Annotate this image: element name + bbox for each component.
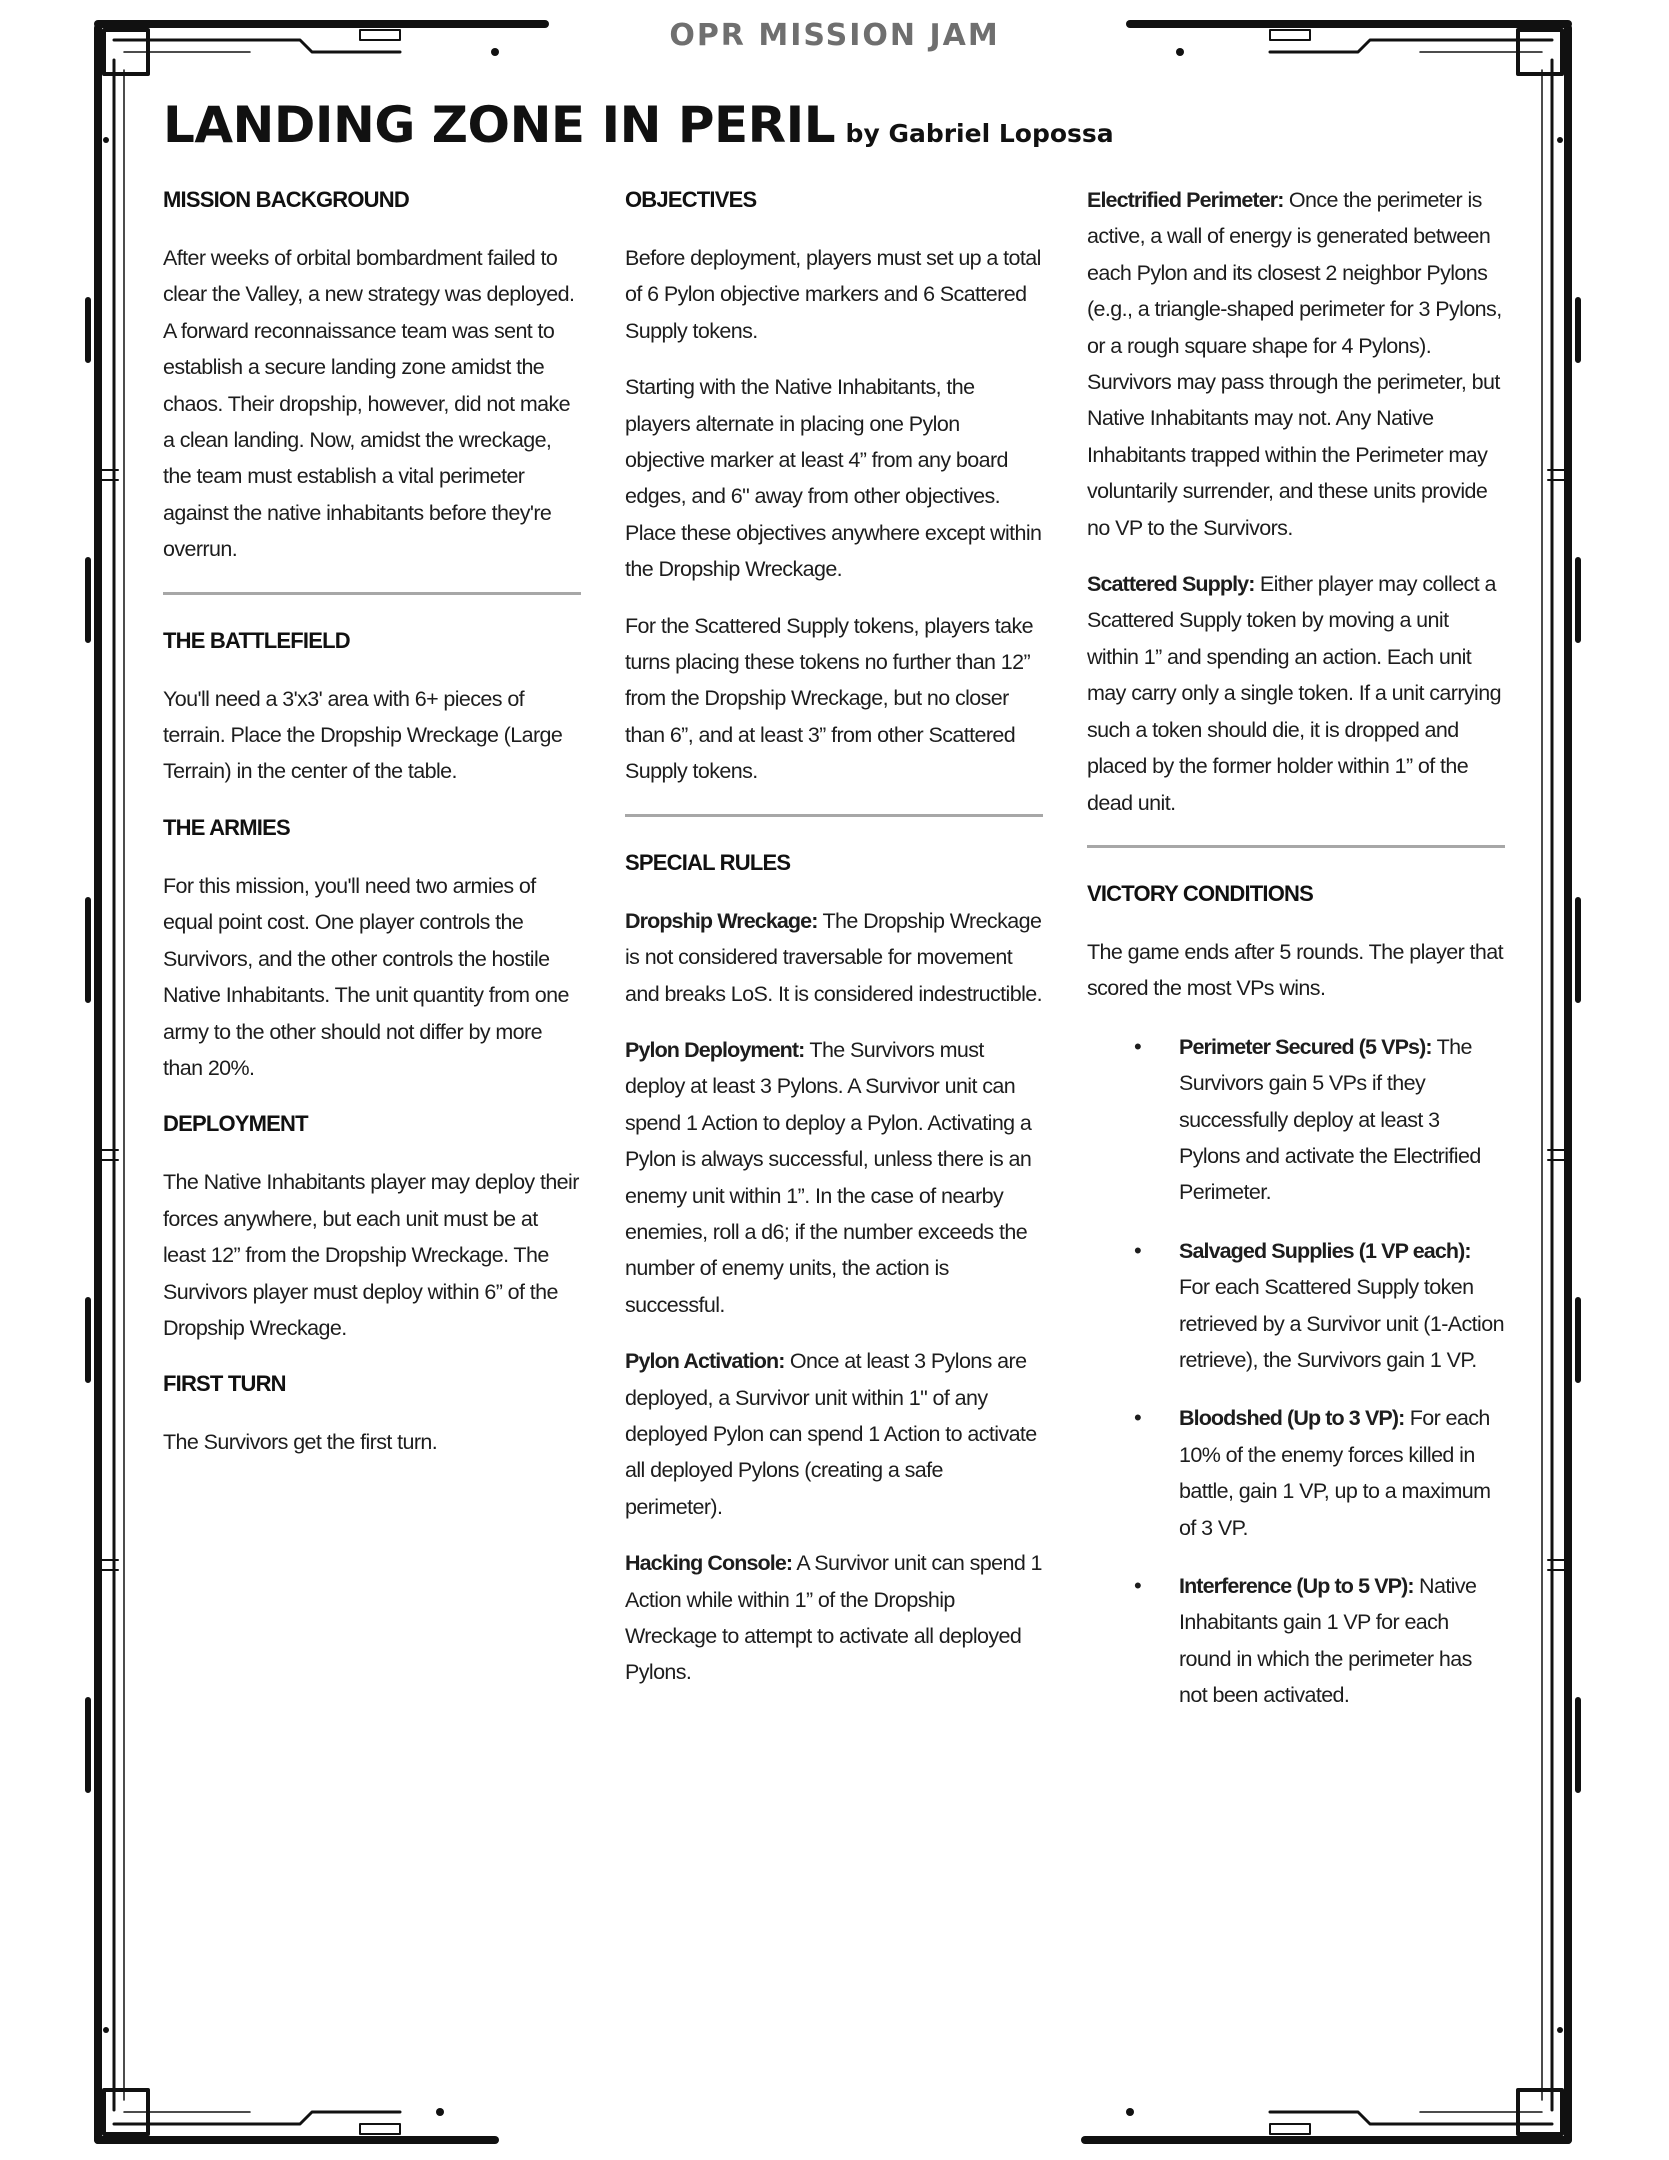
rule-name: Pylon Deployment:: [625, 1037, 805, 1062]
condition-text: For each 10% of the enemy forces killed in battle, gain 1 VP, up to a maximum of 3 VP.: [1179, 1406, 1491, 1540]
rule-name: Hacking Console:: [625, 1551, 793, 1576]
victory-intro-text: The game ends after 5 rounds. The player that scored the most VPs wins.: [1087, 939, 1504, 1001]
condition-text: Native Inhabitants gain 1 VP for each round in which the perimeter has not been activated.: [1179, 1574, 1477, 1708]
mission-title: LANDING ZONE IN PERIL: [163, 96, 836, 154]
victory-conditions-heading: VICTORY CONDITIONS: [1087, 880, 1313, 906]
special-rules-heading: SPECIAL RULES: [625, 849, 791, 875]
bullet-icon: •: [1134, 1405, 1142, 1431]
rule-text: A Survivor unit can spend 1 Action while within 1” of the Dropship Wreckage to attempt to activate all deployed Pylons.: [625, 1551, 1042, 1685]
rule-text: Once the perimeter is active, a wall of energy is generated between each Pylon and its closest 2 neighbor Pylons (e.g., a triangle-shaped perimeter for 3 Pylons, or a rough square shape for 4 Pylons). Survivors may pass through the perimeter, but Native Inhabitants may not. Any Native Inhabitants trapped within the Perimeter may voluntarily surrender, and these units provide no VP to the Survivors.: [1087, 188, 1502, 540]
rule-pylon-activation: [625, 1343, 1043, 1525]
rule-text: Either player may collect a Scattered Supply token by moving a unit within 1” and spending an action. Each unit may carry only a single token. If a unit carrying such a token should die, it is dropped and placed by the former holder within 1” of the dead unit.: [1087, 572, 1501, 815]
condition-text: For each Scattered Supply token retrieved by a Survivor unit (1-Action retrieve), the Survivors gain 1 VP.: [1179, 1275, 1504, 1372]
rule-dropship-wreckage: [625, 903, 1043, 1012]
first-turn-text: The Survivors get the first turn.: [163, 1430, 438, 1455]
rule-electrified-perimeter: [1087, 182, 1505, 546]
list-item: [1087, 1568, 1505, 1714]
rule-text: The Dropship Wreckage is not considered traversable for movement and breaks LoS. It is considered indestructible.: [625, 908, 1042, 1006]
objectives-heading: OBJECTIVES: [625, 187, 757, 212]
objectives-text: For the Scattered Supply tokens, players take turns placing these tokens no further than 12” from the Dropship Wreckage, but no closer than 6”, and at least 3” from other Scattered Supply tokens.: [625, 613, 1034, 784]
column-right: [1087, 182, 1505, 1736]
armies-heading: THE ARMIES: [163, 814, 290, 840]
section-divider: [163, 592, 581, 595]
armies-text: For this mission, you'll need two armies of equal point cost. One player controls the Survivors, and the other controls the hostile Native Inhabitants. The unit quantity from one army to the other should not differ by more than 20%.: [163, 873, 569, 1080]
rule-text: Once at least 3 Pylons are deployed, a Survivor unit within 1" of any deployed Pylon can spend 1 Action to activate all deployed Pylons (creating a safe perimeter).: [625, 1349, 1037, 1519]
rule-text: The Survivors must deploy at least 3 Pylons. A Survivor unit can spend 1 Action to deploy a Pylon. Activating a Pylon is always successful, unless there is an enemy unit within 1”. In the case of nearby enemies, roll a d6; if the number exceeds the number of enemy units, the action is successful.: [625, 1037, 1032, 1317]
rule-name: Dropship Wreckage:: [625, 908, 818, 933]
battlefield-heading: THE BATTLEFIELD: [163, 627, 350, 653]
column-middle: [625, 182, 1043, 1691]
objectives-text: Starting with the Native Inhabitants, the players alternate in placing one Pylon objective marker at least 4” from any board edges, and 6" away from other objectives. Place these objectives anywhere except within the Dropship Wreckage.: [625, 375, 1042, 582]
objectives-text: Before deployment, players must set up a total of 6 Pylon objective markers and 6 Scattered Supply tokens.: [625, 246, 1041, 343]
rule-name: Electrified Perimeter:: [1087, 188, 1284, 212]
condition-name: Perimeter Secured (5 VPs):: [1179, 1034, 1432, 1059]
deployment-text: The Native Inhabitants player may deploy their forces anywhere, but each unit must be at least 12” from the Dropship Wreckage. The Survivors player must deploy within 6” of the Dropship Wreckage.: [163, 1170, 579, 1340]
deployment-heading: DEPLOYMENT: [163, 1111, 308, 1137]
bullet-icon: •: [1134, 1573, 1142, 1598]
column-left: [163, 182, 581, 1461]
rule-name: Pylon Activation:: [625, 1349, 785, 1374]
mission-jam-header: OPR MISSION JAM: [669, 18, 1000, 53]
rule-scattered-supply: [1087, 566, 1505, 821]
list-item: [1087, 1029, 1505, 1211]
rule-pylon-deployment: [625, 1032, 1043, 1323]
condition-name: Interference (Up to 5 VP):: [1179, 1574, 1414, 1598]
bullet-icon: •: [1134, 1237, 1142, 1263]
list-item: [1087, 1400, 1505, 1546]
condition-text: The Survivors gain 5 VPs if they successfully deploy at least 3 Pylons and activate the Electrified Perimeter.: [1179, 1034, 1481, 1205]
mission-background-text: After weeks of orbital bombardment failed to clear the Valley, a new strategy was deployed. A forward reconnaissance team was sent to establish a secure landing zone amidst the chaos. Their dropship, however, did not make a clean landing. Now, amidst the wreckage, the team must establish a vital perimeter against the native inhabitants before they're overrun.: [163, 246, 575, 562]
section-divider: [1087, 845, 1505, 848]
first-turn-heading: FIRST TURN: [163, 1371, 286, 1397]
mission-background-heading: MISSION BACKGROUND: [163, 187, 409, 212]
victory-conditions-list: [1087, 1029, 1505, 1714]
list-item: [1087, 1233, 1505, 1379]
rule-hacking-console: [625, 1545, 1043, 1691]
rule-name: Scattered Supply:: [1087, 572, 1255, 597]
condition-name: Salvaged Supplies (1 VP each):: [1179, 1238, 1471, 1263]
author-byline: by Gabriel Lopossa: [845, 119, 1114, 148]
section-divider: [625, 814, 1043, 817]
condition-name: Bloodshed (Up to 3 VP):: [1179, 1406, 1405, 1431]
bullet-icon: •: [1134, 1033, 1142, 1059]
battlefield-text: You'll need a 3'x3' area with 6+ pieces of terrain. Place the Dropship Wreckage (Large Terrain) in the center of the table.: [163, 686, 563, 784]
title-block: [163, 96, 1114, 154]
